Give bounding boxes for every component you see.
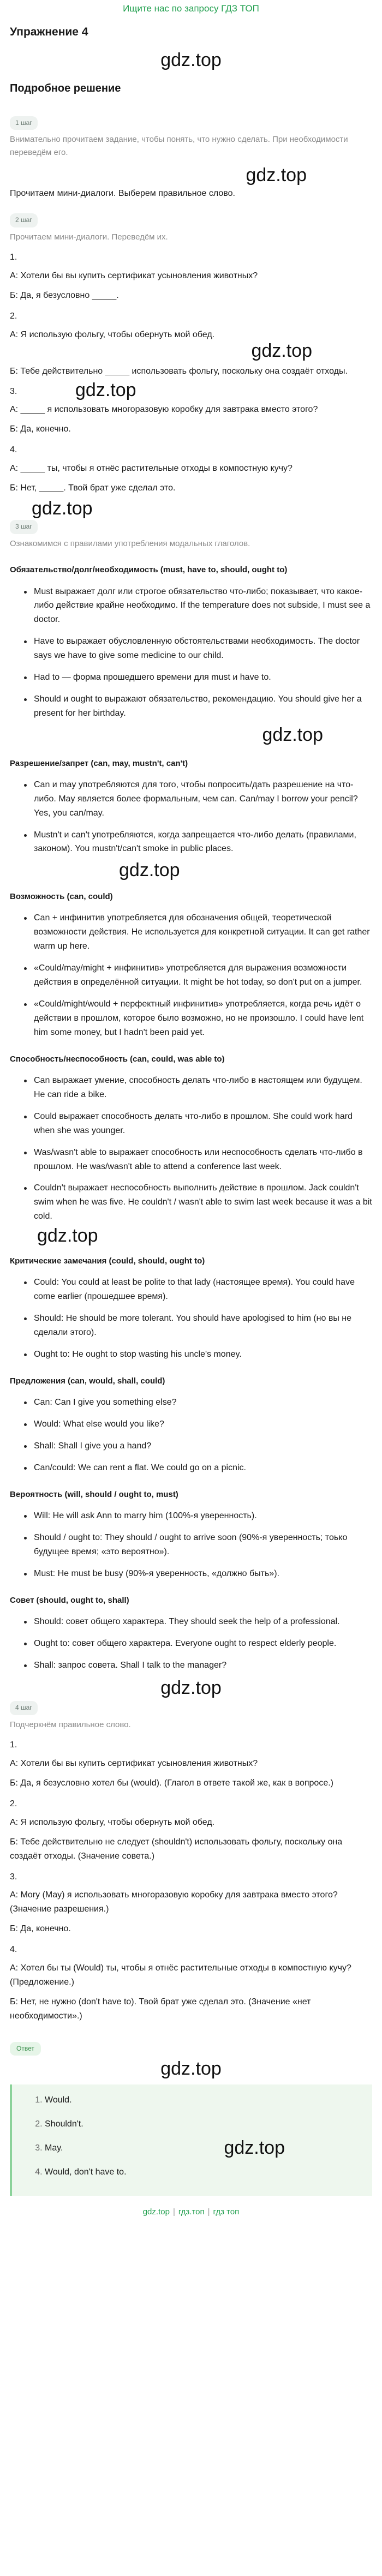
watermark: gdz.top (246, 164, 307, 185)
rule-item: Have to выражает обусловленную обстоятельствами необходимость. The doctor says we have to give some medicine to our child. (22, 634, 372, 663)
answer-badge: Ответ (10, 2042, 41, 2056)
dialog-number: 2. (10, 1799, 17, 1808)
answer-item: 3. May. (45, 2141, 372, 2155)
dialog-line: А: Я использую фольгу, чтобы обернуть мой обед. (10, 1817, 215, 1827)
section-heading: Обязательство/долг/необходимость (must, have to, should, ought to) (10, 565, 288, 575)
rules-list (10, 585, 372, 721)
step-1 (10, 109, 372, 201)
dialog-line: Б: Да, конечно. (10, 1924, 71, 1934)
footer-link[interactable]: gdz.top (142, 2207, 170, 2216)
rule-item: Should: He should be more tolerant. You should have apologised to him (но вы не сделали этого). (22, 1311, 372, 1340)
rule-item: Shall: Shall I give you a hand? (22, 1439, 372, 1453)
dialog-number: 1. (10, 1740, 17, 1750)
dialog-line: А: Хотел бы ты (Would) ты, чтобы я отнёс растительные отходы в компостную кучу? (Предложение.) (10, 1963, 351, 1987)
dialog-line: Б: Нет, _____. Твой брат уже сделал это. (10, 483, 176, 493)
dialog-line: Б: Да, я безусловно хотел бы (would). (Глагол в ответе такой же, как в вопросе.) (10, 1778, 333, 1788)
rule-item: Should: совет общего характера. They should seek the help of a professional. (22, 1615, 372, 1629)
dialog-line: Б: Тебе действительно не следует (shouldn't) использовать фольгу, поскольку она создаёт отходы. (Значение совета.) (10, 1837, 343, 1861)
rule-item: «Could/might/would + перфектный инфинитив» употребляется, когда речь идёт о действии в прошлом, которое было возможно, но не произошло. I could have lent him some money, but I hadn't been paid yet. (22, 997, 372, 1040)
dialog-number: 1. (10, 253, 17, 262)
dialog-line: Б: Нет, не нужно (don't have to). Твой брат уже сделал это. (Значение «нет необходимости».) (10, 1997, 311, 2021)
rules-list (10, 1395, 372, 1475)
section-heading: Разрешение/запрет (can, may, mustn't, can't) (10, 758, 188, 768)
dialog-line: А: _____ ты, чтобы я отнёс растительные отходы в компостную кучу? (10, 463, 293, 473)
dialog-number: 4. (10, 1945, 17, 1955)
rules-section-permission (10, 757, 372, 856)
answer-item: 1. Would. (45, 2093, 372, 2107)
rule-item: Couldn't выражает неспособность выполнить действие в прошлом. Jack couldn't swim when he was five. He couldn't / wasn't able to swim last week because it was a bit cold. (22, 1181, 372, 1224)
rule-item: Shall: запрос совета. Shall I talk to the manager? (22, 1658, 372, 1673)
rules-list (10, 1615, 372, 1673)
footer-link[interactable]: гдз топ (213, 2207, 240, 2216)
dialog-line: Б: Тебе действительно _____ использовать фольгу, поскольку она создаёт отходы. (10, 366, 348, 376)
rule-item: Was/wasn't able to выражает способность или неспособность сделать что-либо в прошлом. He was/wasn't able to attend a conference last week. (22, 1146, 372, 1174)
rule-item: Can/could: We can rent a flat. We could go on a picnic. (22, 1461, 372, 1475)
dialog-number: 3. (10, 387, 17, 397)
footer-links (10, 2206, 372, 2219)
answer-list (12, 2093, 372, 2179)
step-badge: 3 шаг (10, 520, 38, 534)
rule-item: Can выражает умение, способность делать что-либо в настоящем или будущем. He can ride a bike. (22, 1074, 372, 1102)
rules-section-advice (10, 1594, 372, 1673)
step-badge: 4 шаг (10, 1701, 38, 1715)
answer-box (10, 2084, 372, 2196)
watermark: gdz.top (160, 1677, 222, 1698)
watermark: gdz.top (160, 2058, 222, 2080)
rules-section-criticism (10, 1255, 372, 1362)
step-hint: Прочитаем мини-диалоги. Переведём их. (10, 232, 168, 242)
step-hint: Подчеркнём правильное слово. (10, 1720, 131, 1729)
dialog-number: 2. (10, 311, 17, 321)
rule-item: Can и may употребляются для того, чтобы попросить/дать разрешение на что-либо. May является более формальным, чем can. Can/may I borrow your pencil? Yes, you can/may. (22, 778, 372, 820)
step-text: Прочитаем мини-диалоги. Выберем правильное слово. (10, 188, 235, 198)
dialog-line: А: Я использую фольгу, чтобы обернуть мой обед. (10, 330, 215, 339)
top-search-link[interactable]: Ищите нас по запросу ГДЗ ТОП (123, 3, 259, 14)
dialog-line: А: Mory (May) я использовать многоразовую коробку для завтрака вместо этого? (Значение разрешения.) (10, 1890, 338, 1914)
section-heading: Критические замечания (could, should, ought to) (10, 1256, 205, 1266)
rule-item: Can + инфинитив употребляется для обозначения общей, теоретической возможности действия. Не используется для конкретной ситуации. It can get rather warm up here. (22, 911, 372, 954)
rules-list (10, 911, 372, 1039)
dialog-line: А: Хотели бы вы купить сертификат усыновления животных? (10, 271, 258, 281)
dialog-number: 4. (10, 445, 17, 454)
section-heading: Вероятность (will, should / ought to, must) (10, 1489, 178, 1499)
dialog-line: А: Хотели бы вы купить сертификат усыновления животных? (10, 1759, 258, 1769)
rules-list (10, 1509, 372, 1581)
rule-item: Will: He will ask Ann to marry him (100%-я уверенность). (22, 1509, 372, 1523)
watermark: gdz.top (251, 340, 312, 361)
watermark: gdz.top (262, 724, 323, 745)
rules-section-ability (10, 1053, 372, 1224)
dialog-line: Б: Да, конечно. (10, 424, 71, 434)
section-heading: Способность/неспособность (can, could, was able to) (10, 1054, 225, 1064)
step-3 (10, 519, 372, 1699)
rules-section-obligation (10, 564, 372, 721)
watermark: gdz.top (37, 1225, 98, 1247)
section-heading: Совет (should, ought to, shall) (10, 1595, 129, 1605)
rule-item: Had to — форма прошедшего времени для must и have to. (22, 670, 372, 685)
answer-item: 4. Would, don't have to. (45, 2165, 372, 2179)
footer-separator: | (207, 2207, 210, 2216)
rule-item: Can: Can I give you something else? (22, 1395, 372, 1410)
step-2 (10, 206, 372, 519)
watermark: gdz.top (32, 498, 93, 519)
rule-item: Ought to: совет общего характера. Everyone ought to respect elderly people. (22, 1637, 372, 1651)
dialog-line: Б: Да, я безусловно _____. (10, 291, 119, 301)
step-badge: 1 шаг (10, 116, 38, 130)
watermark: gdz.top (119, 860, 180, 881)
rules-list (10, 778, 372, 856)
footer-link[interactable]: гдз.топ (178, 2207, 205, 2216)
dialog-line: А: _____ я использовать многоразовую коробку для завтрака вместо этого? (10, 405, 318, 415)
footer-separator: | (172, 2207, 175, 2216)
answer-block (10, 2029, 372, 2196)
watermark: gdz.top (224, 2137, 285, 2158)
watermark: gdz.top (75, 380, 136, 401)
section-heading: Предложения (can, would, shall, could) (10, 1376, 165, 1386)
rule-item: Must выражает долг или строгое обязательство что-либо; показывает, что какое-либо действие крайне необходимо. If the temperature does not subside, I must see a doctor. (22, 585, 372, 627)
rule-item: Should / ought to: They should / ought to arrive soon (90%-я уверенность; тоько будущее время; «это вероятно»). (22, 1531, 372, 1559)
rule-item: Could: You could at least be polite to that lady (настоящее время). You could have come earlier (прошедшее время). (22, 1275, 372, 1304)
step-4 (10, 1693, 372, 2023)
rule-item: Ought to: He ought to stop wasting his uncle's money. (22, 1347, 372, 1362)
step-hint: Внимательно прочитаем задание, чтобы понять, что нужно сделать. При необходимости переведём его. (10, 135, 348, 158)
step-hint: Ознакомимся с правилами употребления модальных глаголов. (10, 538, 250, 548)
rule-item: Must: He must be busy (90%-я уверенность, «должно быть»). (22, 1567, 372, 1581)
rules-list (10, 1275, 372, 1362)
rule-item: Should и ought to выражают обязательство, рекомендацию. You should give her a present for her birthday. (22, 692, 372, 721)
watermark: gdz.top (160, 49, 222, 70)
dialog-number: 3. (10, 1872, 17, 1882)
exercise-title: Упражнение 4 (10, 25, 88, 38)
rule-item: Would: What else would you like? (22, 1417, 372, 1431)
rules-section-offers (10, 1375, 372, 1475)
rule-item: «Could/may/might + инфинитив» употребляется для выражения возможности действия в определённой ситуации. It might be hot today, so don't put on a jumper. (22, 961, 372, 990)
rules-section-possibility (10, 890, 372, 1040)
step-badge: 2 шаг (10, 213, 38, 227)
answer-item: 2. Shouldn't. (45, 2117, 372, 2131)
rules-section-probability (10, 1488, 372, 1581)
solution-title: Подробное решение (10, 82, 121, 95)
rule-item: Mustn't и can't употребляются, когда запрещается что-либо делать (правилами, законом). You mustn't/can't smoke in public places. (22, 828, 372, 856)
section-heading: Возможность (can, could) (10, 892, 113, 902)
rules-list (10, 1074, 372, 1224)
rule-item: Could выражает способность делать что-либо в прошлом. She could work hard when she was younger. (22, 1110, 372, 1138)
